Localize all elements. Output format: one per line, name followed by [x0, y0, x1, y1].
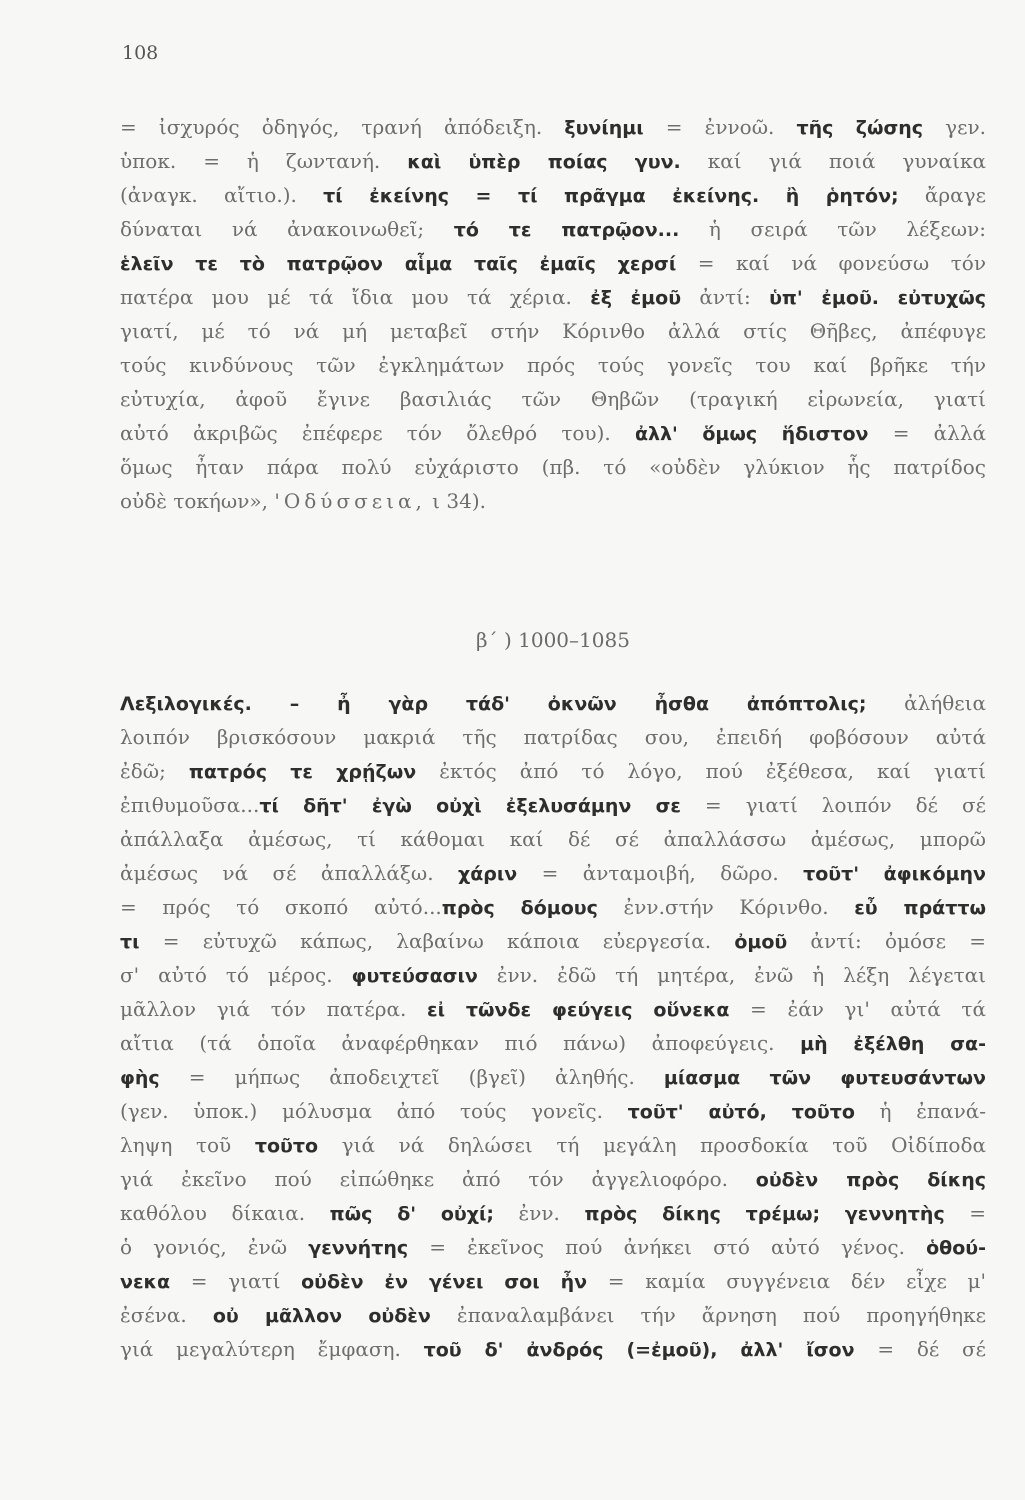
text-line	[120, 1128, 986, 1162]
lemma-bold: εὖ πράττω	[854, 897, 986, 919]
text-line	[120, 212, 986, 246]
text-run: σ' αὐτό τό μέρος.	[120, 963, 352, 987]
text-line	[120, 720, 986, 754]
text-run: δύναται νά ἀνακοινωθεῖ;	[120, 217, 454, 241]
text-run: = πρός τό σκοπό αὐτό...	[120, 895, 442, 919]
lemma-bold: τῆς ζώσης	[796, 117, 924, 139]
text-run: ἐνν.	[493, 1201, 585, 1225]
text-run: ὅμως ἦταν πάρα πολύ εὐχάριστο (πβ. τό «οὐδὲν γλύκιον ἧς πατρίδος	[120, 455, 986, 479]
text-line	[120, 144, 986, 178]
text-line	[120, 924, 986, 958]
text-run: γιά νά δηλώσει τή μεγάλη προσδοκία τοῦ Οἰδίποδα	[318, 1133, 986, 1157]
lemma-bold: ἐξ ἐμοῦ	[590, 287, 682, 309]
text-line	[120, 1026, 986, 1060]
lemma-bold: τοῦ δ' ἀνδρός (=ἐμοῦ), ἀλλ' ἴσον	[423, 1339, 855, 1361]
lemma-bold: οὐδὲν ἐν γένει σοι ἦν	[301, 1271, 588, 1293]
text-run: ἀλήθεια	[866, 691, 986, 715]
text-run: εὐτυχία, ἀφοῦ ἔγινε βασιλιάς τῶν Θηβῶν (τραγική εἰρωνεία, γιατί	[120, 387, 986, 411]
text-run: ἀντί: ὀμόσε =	[787, 929, 986, 953]
text-run: ι 34).	[425, 489, 486, 513]
lemma-bold: πατρός τε χρῄζων	[188, 761, 417, 783]
book-title: 'Οδύσσεια,	[274, 489, 426, 513]
lemma-bold: ὑπ' ἐμοῦ. εὐτυχῶς	[769, 287, 986, 309]
text-run: ἐκτός ἀπό τό λόγο, πού ἐξέθεσα, καί γιατί	[416, 759, 986, 783]
text-run: = ἀλλά	[868, 421, 986, 445]
text-line	[120, 484, 986, 518]
text-line	[120, 348, 986, 382]
text-line	[120, 1162, 986, 1196]
lemma-bold: οὐδὲν πρὸς δίκης	[755, 1169, 986, 1191]
lemma-bold: μὴ ἐξέλθη σα-	[800, 1033, 986, 1055]
text-line	[120, 1332, 986, 1366]
text-run: αἴτια (τά ὁποῖα ἀναφέρθηκαν πιό πάνω) ἀποφεύγεις.	[120, 1031, 801, 1055]
text-run: καθόλου δίκαια.	[120, 1201, 330, 1225]
lemma-bold: τοῦτ' ἀφικόμην	[803, 863, 986, 885]
lemma-bold: μίασμα τῶν φυτευσάντων	[663, 1067, 986, 1089]
text-run: = γιατί λοιπόν δέ σέ	[680, 793, 986, 817]
text-line	[120, 754, 986, 788]
text-run: ἐνν. ἐδῶ τή μητέρα, ἐνῶ ἡ λέξη λέγεται	[477, 963, 986, 987]
text-run: ὑποκ. = ἡ ζωντανή.	[120, 149, 408, 173]
text-line	[120, 1298, 986, 1332]
text-line	[120, 416, 986, 450]
text-line	[120, 1196, 986, 1230]
lemma-bold: εἰ τῶνδε φεύγεις οὕνεκα	[427, 999, 730, 1021]
text-run: καί γιά ποιά γυναίκα	[680, 149, 986, 173]
lemma-bold: ὁθού-	[926, 1237, 986, 1259]
page-number: 108	[122, 42, 159, 64]
text-run: (ἀναγκ. αἴτιο.).	[120, 183, 324, 207]
text-line	[120, 110, 986, 144]
text-run: = γιατί	[170, 1269, 302, 1293]
text-run: ληψη τοῦ	[120, 1133, 255, 1157]
section-heading: β΄ ) 1000–1085	[476, 628, 630, 652]
text-run: ἐδῶ;	[120, 759, 189, 783]
lemma-bold: φυτεύσασιν	[351, 965, 478, 987]
text-run: ὁ γονιός, ἐνῶ	[120, 1235, 309, 1259]
text-run: = εὐτυχῶ κάπως, λαβαίνω κάποια εὐεργεσία.	[139, 929, 735, 953]
text-line	[120, 788, 986, 822]
text-line	[120, 246, 986, 280]
lemma-bold: τό τε πατρῷον...	[453, 219, 680, 241]
text-run: ἀπάλλαξα ἀμέσως, τί κάθομαι καί δέ σέ ἀπαλλάσσω ἀμέσως, μπορῶ	[120, 827, 986, 851]
text-line	[120, 822, 986, 856]
lemma-bold: ξυνίημι	[564, 117, 644, 139]
lemma-bold: πρὸς δόμους	[441, 897, 598, 919]
text-run: = καμία συγγένεια δέν εἶχε μ'	[587, 1269, 986, 1293]
text-run: = μήπως ἀποδειχτεῖ (βγεῖ) ἀληθής.	[159, 1065, 664, 1089]
text-run: ἀμέσως νά σέ ἀπαλλάξω.	[120, 861, 458, 885]
text-line	[120, 958, 986, 992]
text-line	[120, 280, 986, 314]
text-run: = ἐννοῶ.	[643, 115, 797, 139]
text-line	[120, 382, 986, 416]
paragraph-1-last-line	[120, 484, 986, 518]
text-run: (γεν. ὑποκ.) μόλυσμα ἀπό τούς γονεῖς.	[120, 1099, 628, 1123]
text-run: γεν.	[923, 115, 986, 139]
text-line	[120, 1094, 986, 1128]
text-line	[120, 890, 986, 924]
text-run: αὐτό ἀκριβῶς ἐπέφερε τόν ὄλεθρό του).	[120, 421, 635, 445]
text-run: = ἰσχυρός ὁδηγός, τρανή ἀπόδειξη.	[120, 115, 565, 139]
text-run: οὐδὲ τοκήων»,	[120, 489, 275, 513]
text-run: γιά μεγαλύτερη ἔμφαση.	[120, 1337, 424, 1361]
lemma-bold: ἀλλ' ὅμως ἥδιστον	[634, 423, 869, 445]
lemma-bold: τι	[120, 931, 140, 953]
lemma-bold: τί δῆτ' ἐγὼ οὐχὶ ἐξελυσάμην σε	[259, 795, 681, 817]
lemma-bold: τοῦτο	[254, 1135, 319, 1157]
text-line	[120, 992, 986, 1026]
text-run: ἐπαναλαμβάνει τήν ἄρνηση πού προηγήθηκε	[430, 1303, 986, 1327]
text-run: γιά ἐκεῖνο πού εἰπώθηκε ἀπό τόν ἀγγελιοφόρο.	[120, 1167, 756, 1191]
text-line	[120, 178, 986, 212]
text-run: γιατί, μέ τό νά μή μεταβεῖ στήν Κόρινθο ἀλλά στίς Θῆβες, ἀπέφυγε	[120, 319, 986, 343]
lemma-bold: πρὸς δίκης τρέμω; γεννητὴς	[584, 1203, 945, 1225]
text-run: ἐνν.στήν Κόρινθο.	[597, 895, 855, 919]
text-run: = καί νά φονεύσω τόν	[676, 251, 986, 275]
text-run: λοιπόν βρισκόσουν μακριά τῆς πατρίδας σου, ἐπειδή φοβόσουν αὐτά	[120, 725, 986, 749]
text-run: ἡ σειρά τῶν λέξεων:	[679, 217, 986, 241]
text-line	[120, 1264, 986, 1298]
text-run: = δέ σέ	[854, 1337, 986, 1361]
text-run: ἐσένα.	[120, 1303, 213, 1327]
text-run: μᾶλλον γιά τόν πατέρα.	[120, 997, 427, 1021]
lemma-bold: Λεξιλογικές. – ἦ γὰρ τάδ' ὀκνῶν ἦσθα ἀπόπτολις;	[120, 693, 867, 715]
text-line	[120, 856, 986, 890]
text-run: = ἐάν γι' αὐτά τά	[729, 997, 986, 1021]
text-line	[120, 1230, 986, 1264]
text-run: = ἐκεῖνος πού ἀνήκει στό αὐτό γένος.	[408, 1235, 927, 1259]
text-run: ἐπιθυμοῦσα...	[120, 793, 260, 817]
lemma-bold: ἑλεῖν τε τὸ πατρῷον αἷμα ταῖς ἐμαῖς χερσί	[120, 253, 677, 275]
text-run: τούς κινδύνους τῶν ἐγκλημάτων πρός τούς γονεῖς του καί βρῆκε τήν	[120, 353, 986, 377]
text-line	[120, 1060, 986, 1094]
lemma-bold: φὴς	[120, 1067, 160, 1089]
paragraph-1	[120, 110, 986, 484]
text-run: ἡ ἐπανά-	[854, 1099, 986, 1123]
text-line	[120, 686, 986, 720]
lemma-bold: καὶ ὑπὲρ ποίας γυν.	[407, 151, 681, 173]
lemma-bold: πῶς δ' οὐχί;	[329, 1203, 494, 1225]
text-run: ἀντί:	[681, 285, 770, 309]
lemma-bold: γεννήτης	[308, 1237, 409, 1259]
lemma-bold: νεκα	[120, 1271, 171, 1293]
text-run: πατέρα μου μέ τά ἴδια μου τά χέρια.	[120, 285, 591, 309]
text-run: = ἀνταμοιβή, δῶρο.	[517, 861, 804, 885]
lemma-bold: οὐ μᾶλλον οὐδὲν	[212, 1305, 431, 1327]
lemma-bold: ὀμοῦ	[734, 931, 788, 953]
text-line	[120, 450, 986, 484]
lemma-bold: τί ἐκείνης = τί πρᾶγμα ἐκείνης. ἢ ῥητόν;	[323, 185, 899, 207]
text-line	[120, 314, 986, 348]
text-run: =	[944, 1201, 986, 1225]
text-run: ἄραγε	[898, 183, 986, 207]
lemma-bold: τοῦτ' αὐτό, τοῦτο	[627, 1101, 855, 1123]
lemma-bold: χάριν	[457, 863, 518, 885]
paragraph-2	[120, 686, 986, 1366]
